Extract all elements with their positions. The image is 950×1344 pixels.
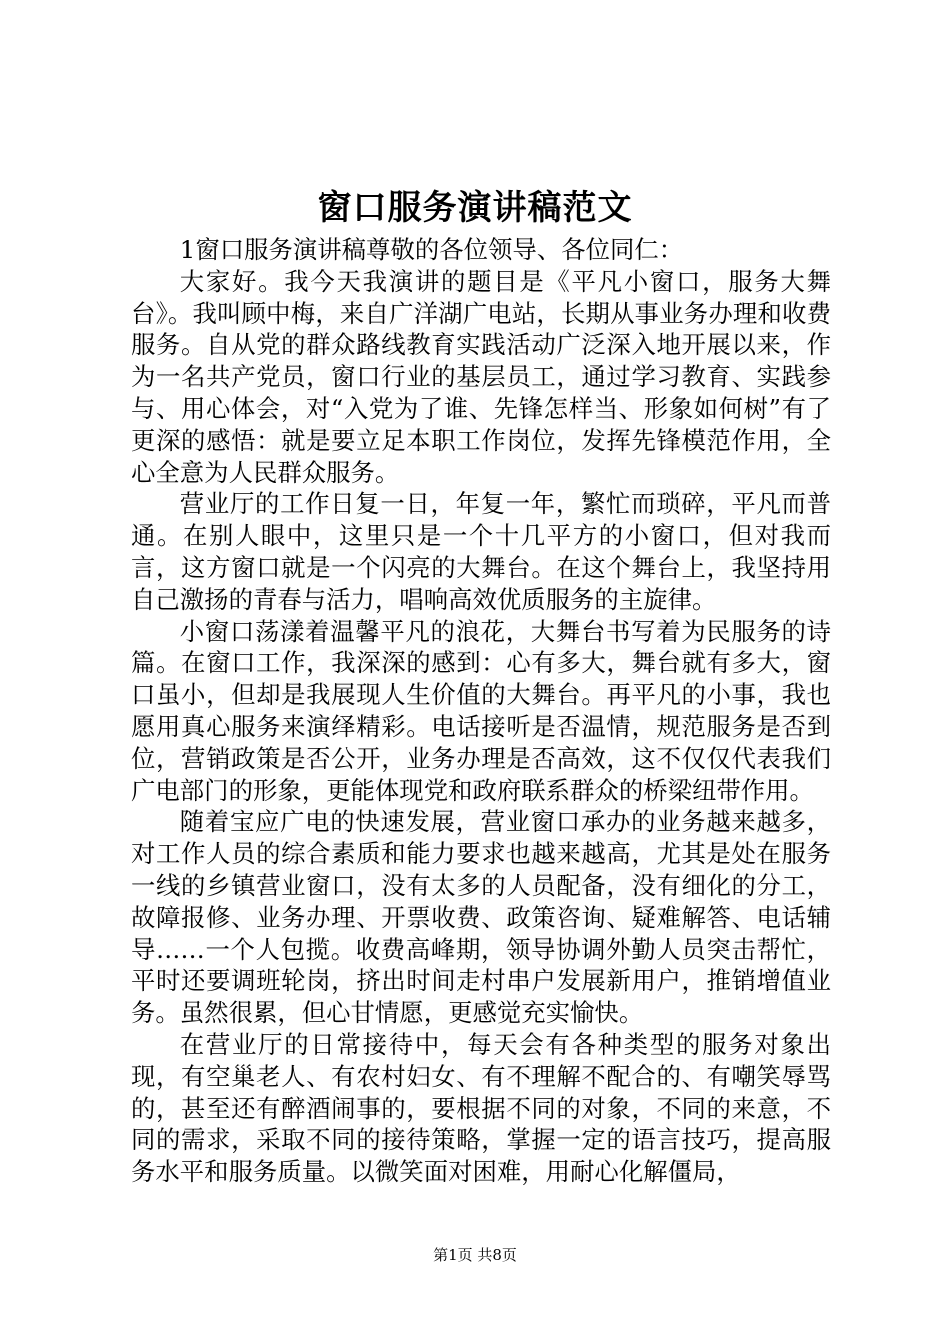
page-number-footer: 第1页 共8页 <box>433 1246 517 1264</box>
paragraph: 在营业厅的日常接待中，每天会有各种类型的服务对象出现，有空巢老人、有农村妇女、有不理解不配合的、有嘲笑辱骂的，甚至还有醉酒闹事的，要根据不同的对象，不同的来意，不同的需求，采取不同的接待策略，掌握一定的语言技巧，提高服务水平和服务质量。以微笑面对困难，用耐心化解僵局， <box>131 1029 831 1187</box>
paragraph: 1窗口服务演讲稿尊敬的各位领导、各位同仁： <box>179 235 684 264</box>
paragraph: 大家好。我今天我演讲的题目是《平凡小窗口，服务大舞台》。我叫顾中梅，来自广洋湖广电站，长期从事业务办理和收费服务。自从党的群众路线教育实践活动广泛深入地开展以来，作为一名共产党员，窗口行业的基层员工，通过学习教育、实践参与、用心体会，对“入党为了谁、先锋怎样当、形象如何树”有了更深的感悟：就是要立足本职工作岗位，发挥先锋模范作用，全心全意为人民群众服务。 <box>131 266 831 487</box>
paragraph: 小窗口荡漾着温馨平凡的浪花，大舞台书写着为民服务的诗篇。在窗口工作，我深深的感到：心有多大，舞台就有多大，窗口虽小，但却是我展现人生价值的大舞台。再平凡的小事，我也愿用真心服务来演绎精彩。电话接听是否温情，规范服务是否到位，营销政策是否公开，业务办理是否高效，这不仅仅代表我们广电部门的形象，更能体现党和政府联系群众的桥梁纽带作用。 <box>131 616 831 805</box>
paragraph: 营业厅的工作日复一日，年复一年，繁忙而琐碎，平凡而普通。在别人眼中，这里只是一个十几平方的小窗口，但对我而言，这方窗口就是一个闪亮的大舞台。在这个舞台上，我坚持用自己激扬的青春与活力，唱响高效优质服务的主旋律。 <box>131 489 831 614</box>
document-body <box>131 234 831 1188</box>
paragraph: 随着宝应广电的快速发展，营业窗口承办的业务越来越多，对工作人员的综合素质和能力要求也越来越高，尤其是处在服务一线的乡镇营业窗口，没有太多的人员配备，没有细化的分工，故障报修、业务办理、开票收费、政策咨询、疑难解答、电话辅导……一个人包揽。收费高峰期，领导协调外勤人员突击帮忙，平时还要调班轮岗，挤出时间走村串户发展新用户，推销增值业务。虽然很累，但心甘情愿，更感觉充实愉快。 <box>131 807 831 1028</box>
page-title: 窗口服务演讲稿范文 <box>317 188 633 228</box>
